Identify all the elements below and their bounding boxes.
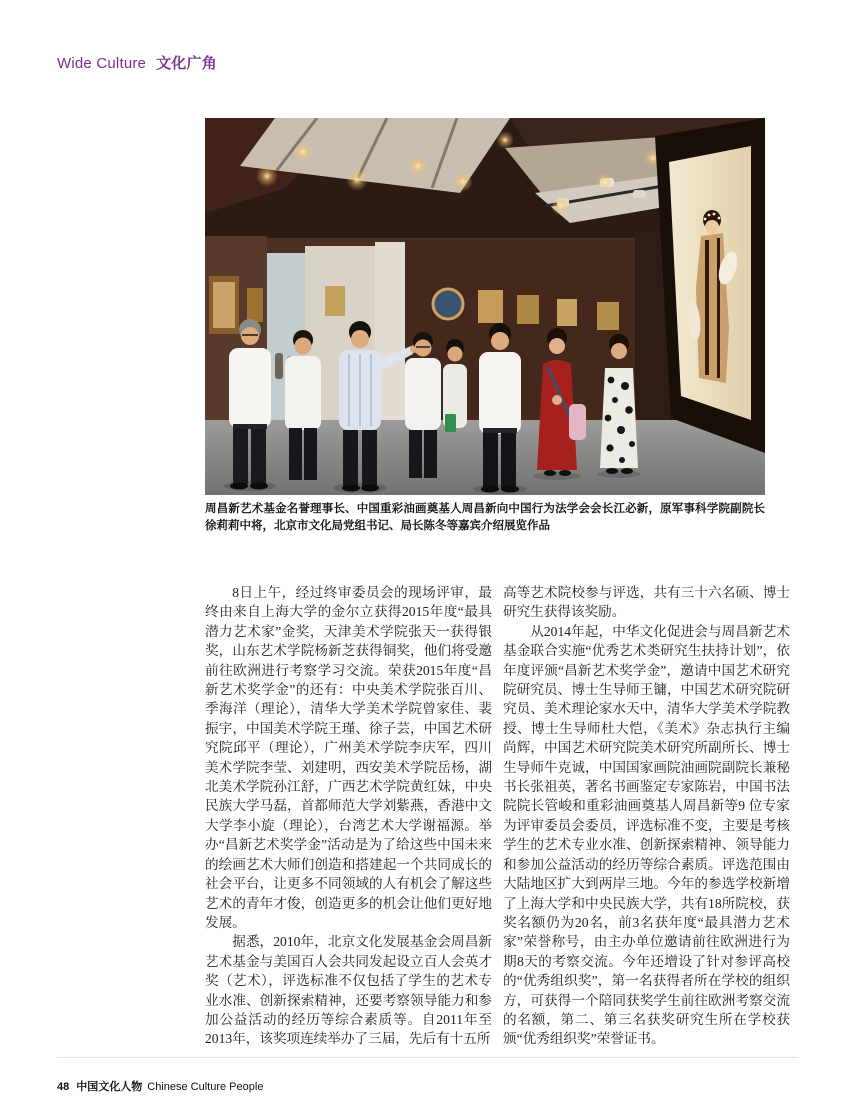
article-column-left bbox=[205, 583, 492, 1049]
large-painting bbox=[655, 118, 765, 453]
section-title-zh: 文化广角 bbox=[156, 55, 217, 72]
page-number: 48 bbox=[57, 1081, 70, 1093]
paragraph-continuation: 高等艺术院校参与评选，共有三十六名硕、博士研究生获得该奖励。 bbox=[503, 585, 790, 620]
photo-caption: 周昌新艺术基金名誉理事长、中国重彩油画奠基人周昌新向中国行为法学会会长江必新，原军事科学院副院长徐莉莉中将，北京市文化局党组书记、局长陈冬等嘉宾介绍展览作品 bbox=[205, 503, 765, 532]
section-header bbox=[57, 52, 217, 73]
exhibition-photo-figure bbox=[205, 118, 765, 495]
magazine-name-en: Chinese Culture People bbox=[147, 1081, 264, 1093]
article-column-right bbox=[503, 583, 790, 1049]
paragraph: 从2014年起，中华文化促进会与周昌新艺术基金联合实施“优秀艺术类研究生扶持计划”，依年度评颁“昌新艺术奖学金”，邀请中国艺术研究院研究员、博士生导师王镛，中国艺术研究院研究员、美术理论家水天中，清华大学美术学院教授、博士生导师杜大恺，《美术》杂志执行主编尚辉，中国艺术研究院美术研究所副所长、博士生导师牛克诚，中国国家画院油画院副院长兼秘书长张祖英，著名书画鉴定专家陈岩，中国书法院院长管峻和重彩油画奠基人周昌新等9 位专家为评审委员会委员，评选标准不变，主要是考核学生的艺术专业水准、创新探索精神、领导能力和参加公益活动的经历等综合素质。评选范围由大陆地区扩大到两岸三地。今年的参选学校新增了上海大学和中央民族大学，共有18所院校，获奖名额仍为20名，前3名获年度“最具潜力艺术家”荣誉称号，由主办单位邀请前往欧洲进行为期8天的考察交流。今年还增设了针对参评高校的“优秀组织奖”，第一名获得者所在学校的组织方，可获得一个陪同获奖学生前往欧洲考察交流的名额，第二、第三名获奖研究生所在学校获颁“优秀组织奖”荣誉证书。 bbox=[503, 623, 790, 1047]
section-title-en: Wide Culture bbox=[57, 55, 147, 72]
magazine-name-zh: 中国文化人物 bbox=[76, 1081, 143, 1093]
paragraph: 据悉，2010年，北京文化发展基金会周昌新艺术基金与美国百人会共同发起设立百人会英才奖（艺术），评选标准不仅包括了学生的艺术专业水准、创新探索精神，还要考察领导能力和参加公益活动的经历等综合素质等。自2011年至2013年，该奖项连续举办了三届，先后有十五所 bbox=[205, 934, 492, 1047]
paragraph: 8日上午，经过终审委员会的现场评审，最终由来自上海大学的金尔立获得2015年度“最具潜力艺术家”金奖，天津美术学院张天一获得银奖，山东艺术学院杨新芝获得铜奖，他们将受邀前往欧洲进行考察学习交流。荣获2015年度“昌新艺术奖学金”的还有：中央美术学院张百川、季海洋（理论），清华大学美术学院曾家佳、裴振宇，中国美术学院王瑾、徐子芸，中国艺术研究院邱平（理论），广州美术学院李庆军，四川美术学院李莹、刘建明，西安美术学院岳杨，湖北美术学院孙江舒，广西艺术学院黄红妹，中央民族大学马磊，首都师范大学刘紫燕，香港中文大学李小旋（理论），台湾艺术大学谢福源。举办“昌新艺术奖学金”活动是为了给这些中国未来的绘画艺术大师们创造和搭建起一个共同成长的社会平台，让更多不同领域的人有机会了解这些艺术的青年才俊，创造更多的机会让他们更好地发展。 bbox=[205, 585, 492, 930]
footer-divider bbox=[57, 1057, 798, 1058]
exhibition-photo bbox=[205, 118, 765, 495]
page-footer bbox=[57, 1078, 263, 1094]
